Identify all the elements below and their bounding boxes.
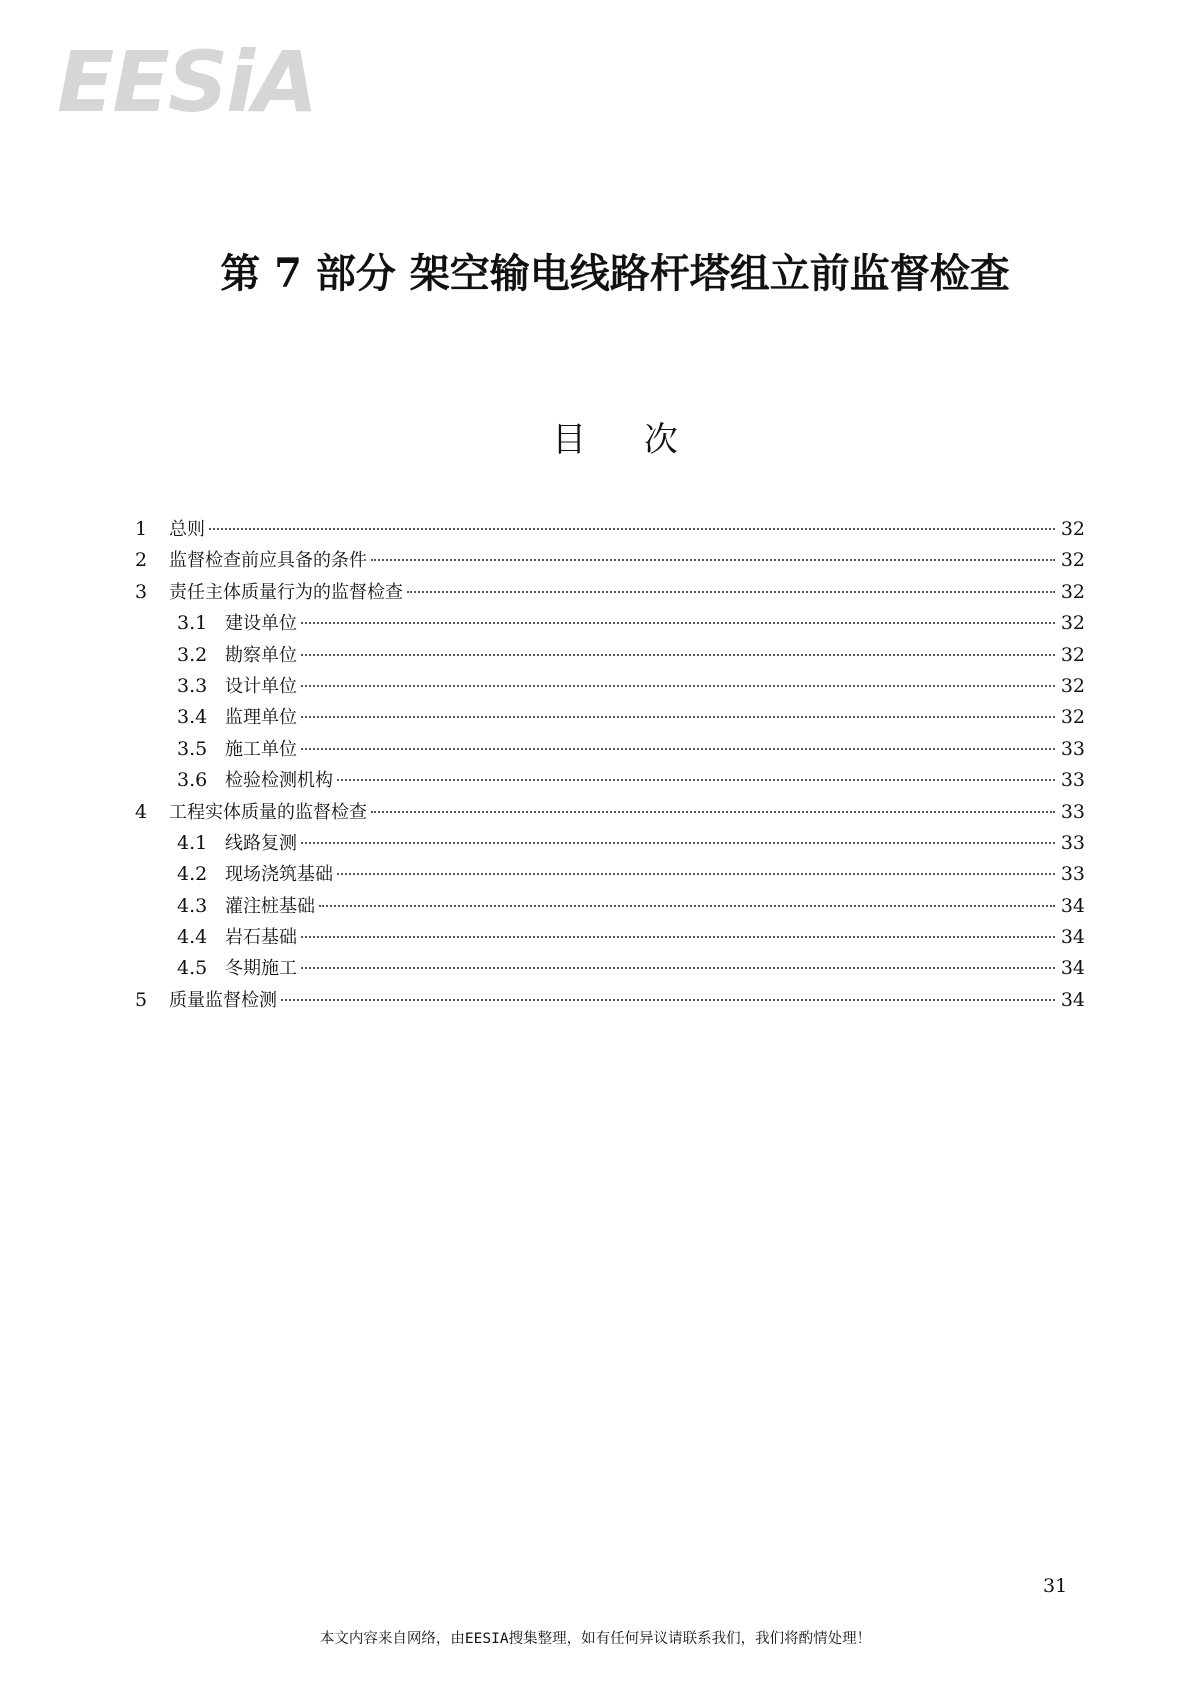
toc-entry-number: 3.3 [177,674,208,697]
page-number: 31 [1043,1575,1068,1597]
toc-entry-number: 3.1 [177,612,208,635]
page-title: 第 7 部分 架空输电线路杆塔组立前监督检查 [220,250,1010,297]
toc-entry-page: 33 [1060,863,1085,886]
eesia-logo: EESiA [57,33,317,131]
toc-entry-label: 施工单位 [225,738,297,760]
toc-entry-number: 3.4 [177,706,208,729]
toc-entry[interactable] [135,577,1085,608]
toc-entry-label: 线路复测 [225,832,297,854]
toc-entry-label: 建设单位 [225,613,297,635]
toc-entry-page: 32 [1060,674,1085,697]
toc-heading: 目次 [552,420,736,460]
toc-dot-leader [337,873,1055,875]
toc-entry-page: 34 [1060,926,1085,949]
toc-entry[interactable] [135,922,1085,953]
toc-entry-page: 32 [1060,549,1085,572]
toc-entry-label: 冬期施工 [225,958,297,980]
toc-entry-number: 4.2 [177,863,208,886]
toc-dot-leader [337,779,1055,781]
toc-entry[interactable] [135,671,1085,702]
toc-entry-page: 32 [1060,518,1085,540]
toc-dot-leader [319,905,1055,907]
toc-entry-page: 34 [1060,957,1085,980]
toc-dot-leader [301,685,1055,687]
toc-dot-leader [301,654,1055,656]
toc-entry-page: 32 [1060,706,1085,729]
toc-entry[interactable] [135,953,1085,984]
toc-dot-leader [301,622,1055,624]
toc-dot-leader [301,842,1055,844]
toc-entry-page: 33 [1060,737,1085,760]
toc-entry[interactable] [135,608,1085,639]
toc-entry[interactable] [135,985,1085,1016]
toc-entry-page: 34 [1060,988,1085,1011]
table-of-contents [135,514,1085,1016]
toc-entry-label: 设计单位 [225,675,297,697]
toc-entry-page: 32 [1060,643,1085,666]
toc-entry-label: 检验检测机构 [225,770,333,792]
toc-dot-leader [371,559,1055,561]
toc-entry[interactable] [135,545,1085,576]
toc-entry-number: 3.6 [177,769,208,792]
toc-entry-number: 5 [135,988,148,1011]
toc-entry-label: 岩石基础 [225,927,297,949]
toc-entry-number: 3.2 [177,643,208,666]
toc-entry-label: 质量监督检测 [169,989,277,1011]
toc-entry[interactable] [135,514,1085,545]
toc-entry-label: 责任主体质量行为的监督检查 [169,581,403,603]
toc-entry-page: 32 [1060,580,1085,603]
toc-entry[interactable] [135,859,1085,890]
toc-entry-label: 总则 [169,519,205,540]
toc-dot-leader [281,999,1055,1001]
toc-dot-leader [209,528,1055,530]
footer-note: 本文内容来自网络，由EESIA搜集整理，如有任何异议请联系我们，我们将酌情处理！ [319,1631,872,1647]
toc-entry-page: 33 [1060,800,1085,823]
toc-entry-number: 1 [135,518,148,540]
toc-entry-label: 现场浇筑基础 [225,864,333,886]
toc-entry-number: 4.5 [177,957,208,980]
toc-entry-page: 33 [1060,769,1085,792]
toc-entry[interactable] [135,734,1085,765]
toc-entry-label: 灌注桩基础 [225,895,315,917]
toc-dot-leader [371,811,1055,813]
toc-entry-label: 勘察单位 [225,644,297,666]
toc-dot-leader [301,748,1055,750]
toc-entry[interactable] [135,702,1085,733]
toc-entry[interactable] [135,828,1085,859]
toc-entry-number: 4.3 [177,894,208,917]
toc-entry-label: 工程实体质量的监督检查 [169,801,367,823]
toc-dot-leader [407,591,1055,593]
toc-entry-number: 3.5 [177,737,208,760]
toc-dot-leader [301,936,1055,938]
toc-entry-page: 32 [1060,612,1085,635]
toc-entry-label: 监理单位 [225,707,297,729]
toc-dot-leader [301,967,1055,969]
toc-dot-leader [301,716,1055,718]
toc-entry-number: 3 [135,580,148,603]
toc-entry[interactable] [135,797,1085,828]
toc-entry-number: 4.4 [177,926,208,949]
toc-entry[interactable] [135,640,1085,671]
toc-entry-page: 33 [1060,831,1085,854]
toc-entry[interactable] [135,765,1085,796]
toc-entry-number: 4 [135,800,148,823]
toc-entry-label: 监督检查前应具备的条件 [169,550,367,572]
toc-entry[interactable] [135,891,1085,922]
toc-entry-number: 2 [135,549,148,572]
toc-entry-page: 34 [1060,894,1085,917]
toc-entry-number: 4.1 [177,831,208,854]
